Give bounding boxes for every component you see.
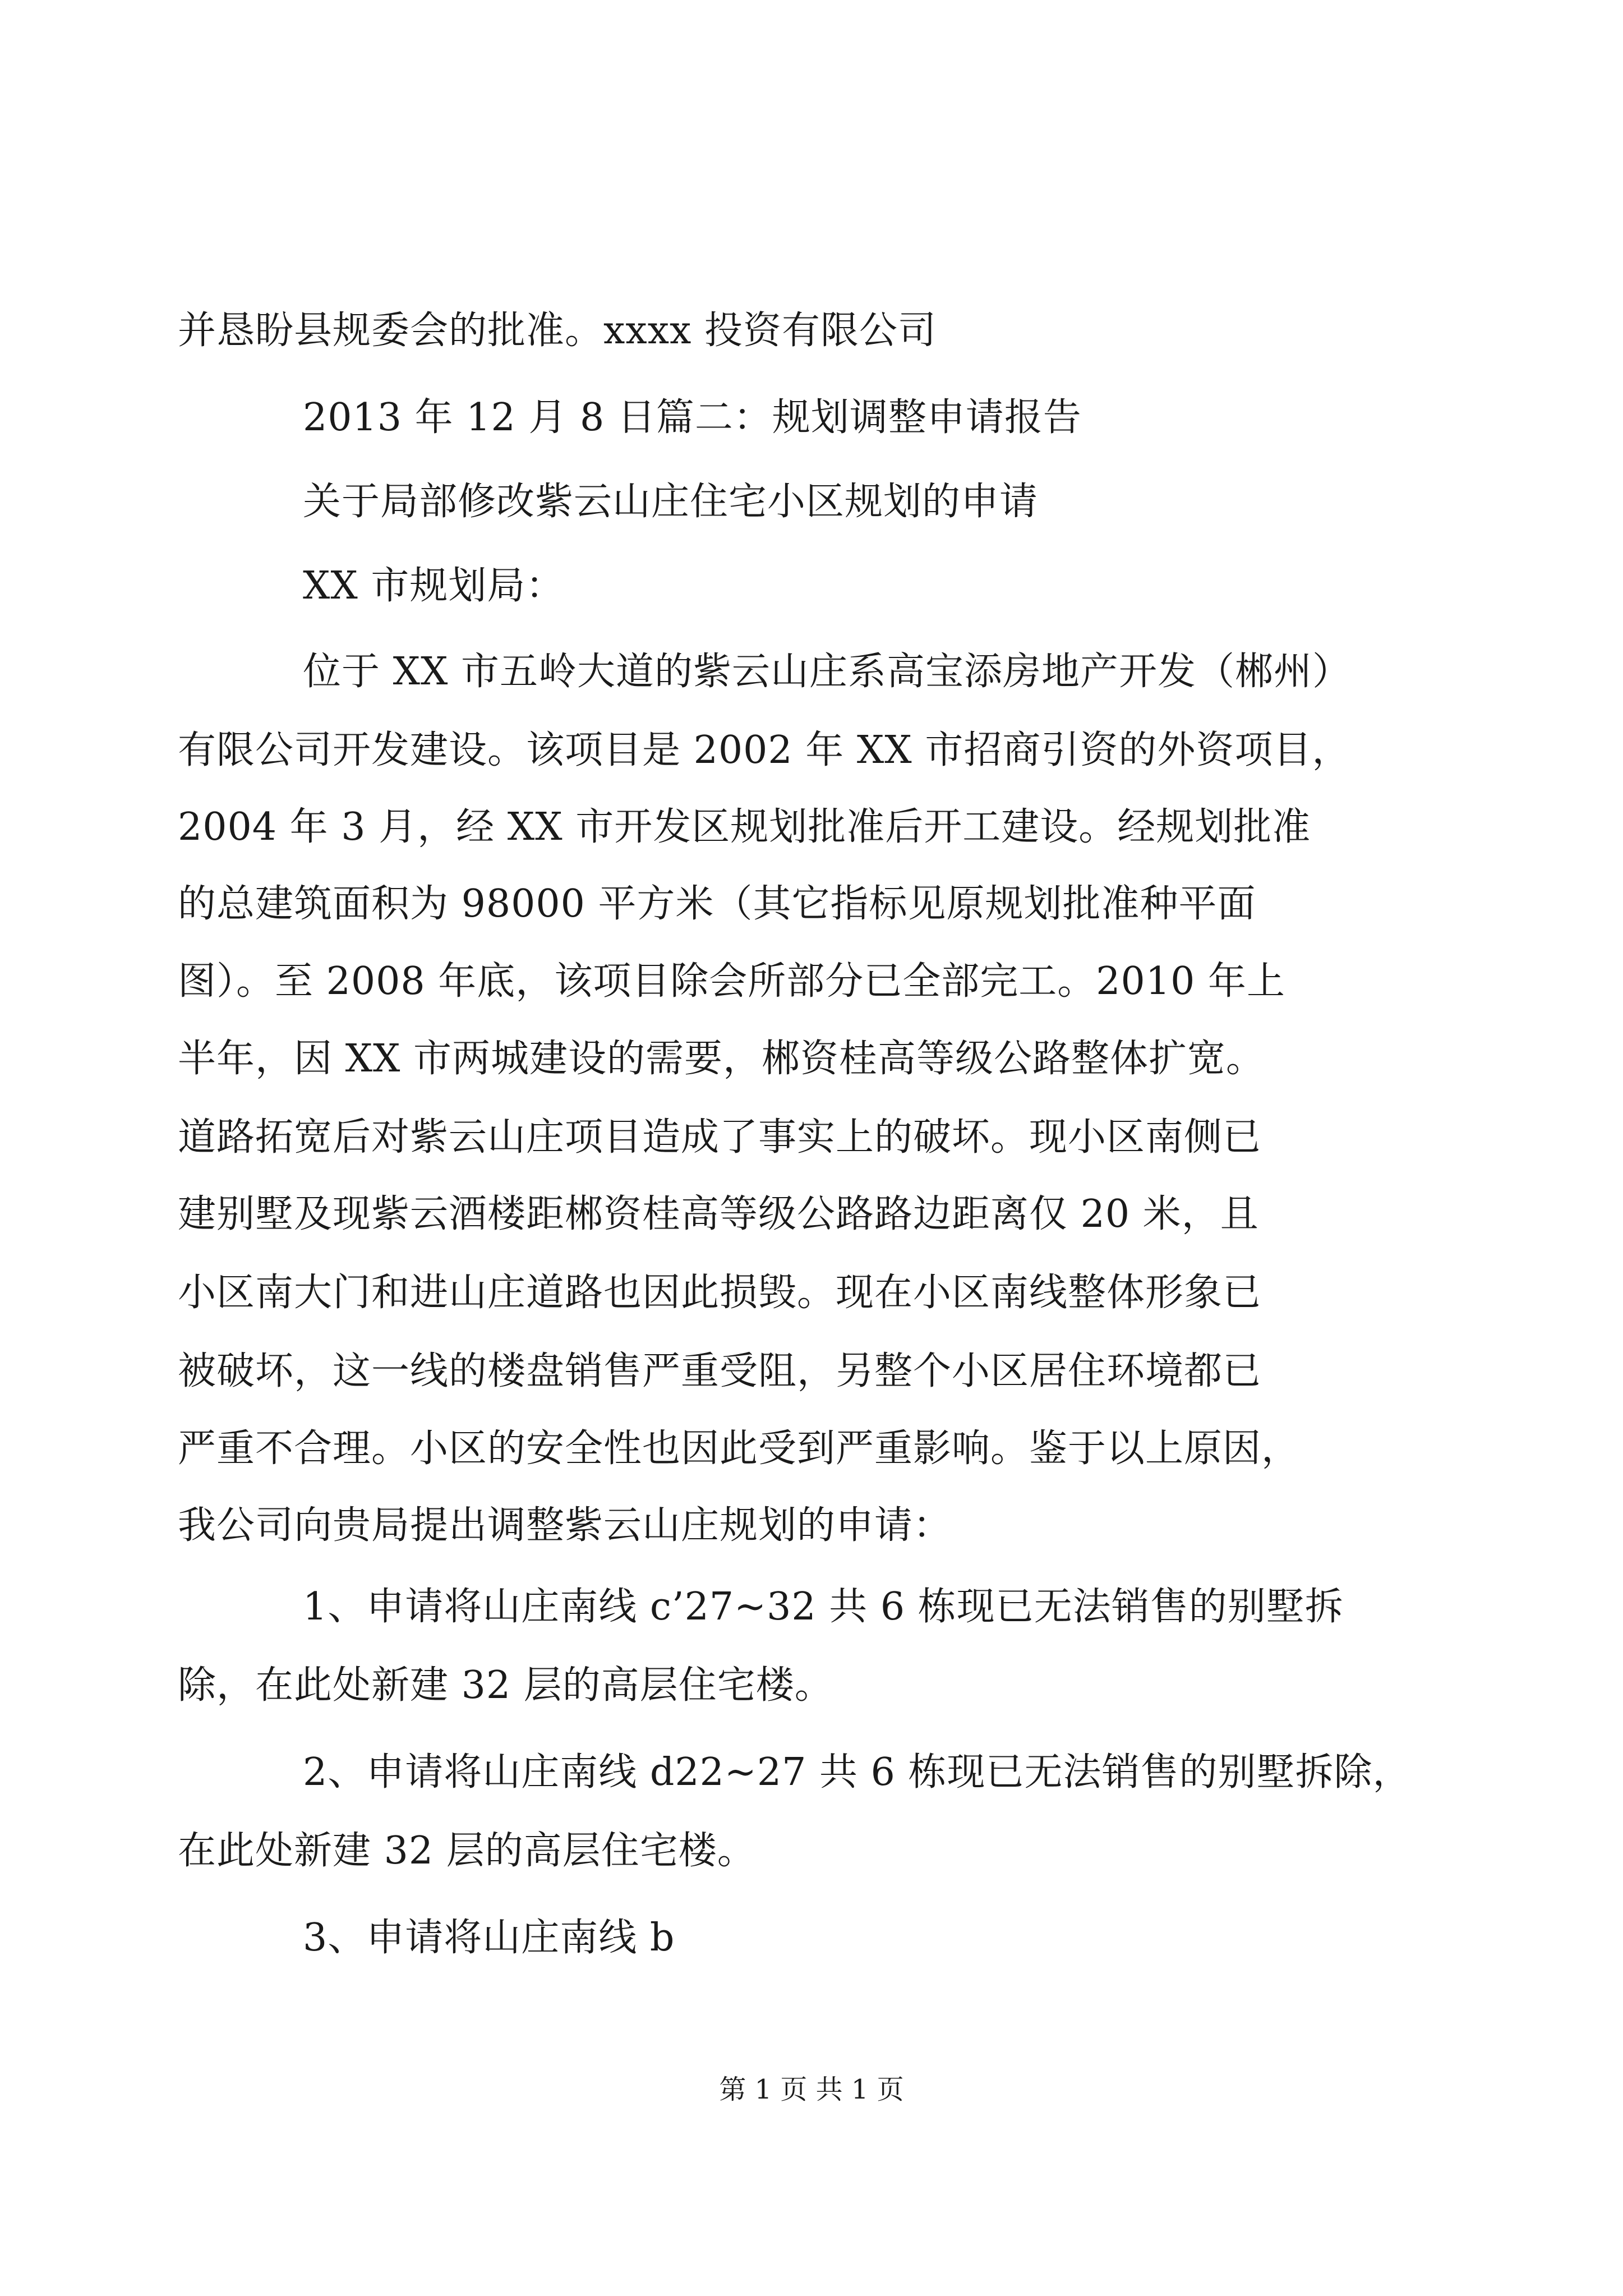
text-line-16: 我公司向贵局提出调整紫云山庄规划的申请： (178, 1503, 952, 1548)
text-line-21: 3、申请将山庄南线 b (303, 1916, 675, 1960)
text-line-8: 的总建筑面积为 98000 平方米（其它指标见原规划批准种平面 (178, 882, 1256, 926)
text-line-18: 除，在此处新建 32 层的高层住宅楼。 (178, 1663, 833, 1708)
text-line-3: 关于局部修改紫云山庄住宅小区规划的申请 (303, 480, 1039, 524)
text-line-17: 1、申请将山庄南线 c’27~32 共 6 栋现已无法销售的别墅拆 (303, 1585, 1344, 1629)
text-line-20: 在此处新建 32 层的高层住宅楼。 (178, 1829, 756, 1873)
text-line-10: 半年，因 XX 市两城建设的需要，郴资桂高等级公路整体扩宽。 (178, 1037, 1265, 1081)
text-line-5: 位于 XX 市五岭大道的紫云山庄系高宝添房地产开发（郴州） (303, 650, 1352, 694)
text-line-11: 道路拓宽后对紫云山庄项目造成了事实上的破坏。现小区南侧已 (178, 1115, 1262, 1159)
text-line-6: 有限公司开发建设。该项目是 2002 年 XX 市招商引资的外资项目， (178, 728, 1351, 772)
text-line-7: 2004 年 3 月，经 XX 市开发区规划批准后开工建设。经规划批准 (178, 805, 1311, 849)
text-line-13: 小区南大门和进山庄道路也因此损毁。现在小区南线整体形象已 (178, 1271, 1262, 1315)
page-footer: 第 1 页 共 1 页 (719, 2074, 904, 2105)
text-line-19: 2、申请将山庄南线 d22~27 共 6 栋现已无法销售的别墅拆除， (303, 1750, 1412, 1795)
text-line-4: XX 市规划局： (303, 564, 565, 608)
text-line-15: 严重不合理。小区的安全性也因此受到严重影响。鉴于以上原因， (178, 1427, 1301, 1471)
text-line-12: 建别墅及现紫云酒楼距郴资桂高等级公路路边距离仅 20 米，且 (178, 1192, 1259, 1236)
text-line-14: 被破坏，这一线的楼盘销售严重受阻，另整个小区居住环境都已 (178, 1349, 1262, 1393)
text-line-2: 2013 年 12 月 8 日篇二：规划调整申请报告 (303, 395, 1082, 440)
text-line-9: 图）。至 2008 年底，该项目除会所部分已全部完工。2010 年上 (178, 959, 1285, 1004)
text-line-1: 并恳盼县规委会的批准。xxxx 投资有限公司 (178, 309, 937, 353)
